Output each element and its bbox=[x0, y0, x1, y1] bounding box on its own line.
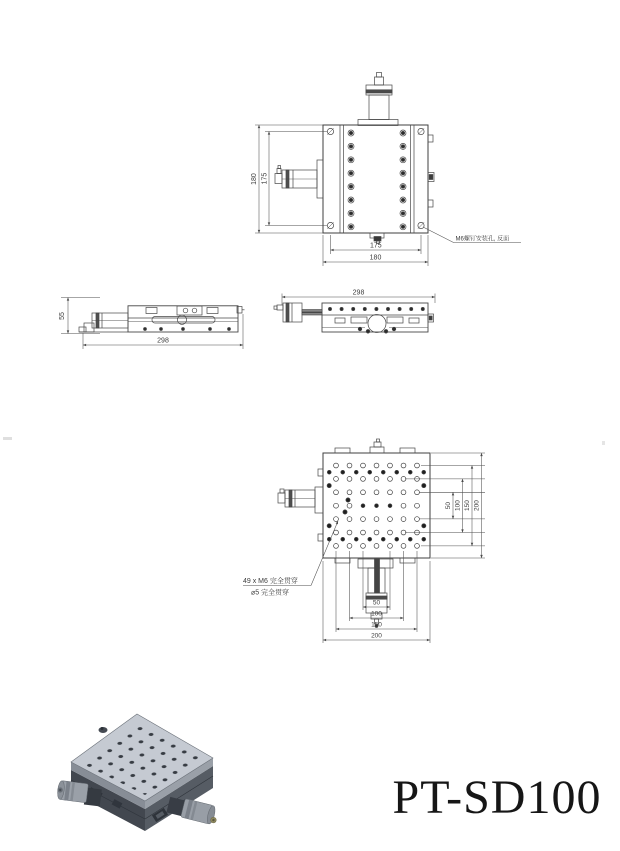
bottom-view-drawing bbox=[235, 435, 495, 670]
dim-label: 200 bbox=[473, 500, 481, 512]
dim-label: 175 bbox=[369, 242, 382, 250]
dim-label: 50 bbox=[372, 599, 381, 607]
side-left-body bbox=[79, 306, 245, 332]
left-edge-artifact bbox=[3, 437, 12, 440]
left-motor bbox=[278, 487, 323, 513]
right-edge-artifact bbox=[602, 441, 605, 445]
screw-dot-row bbox=[328, 307, 424, 310]
dim-label: 100 bbox=[454, 500, 462, 512]
dim-label: 55 bbox=[59, 312, 66, 320]
side-view-right bbox=[263, 283, 448, 348]
right-edge-fittings bbox=[428, 135, 434, 207]
mounting-hole-annotation: M6螺钉安装孔, 反面 bbox=[455, 236, 510, 243]
model-label: PT-SD100 bbox=[392, 771, 602, 824]
dim-label: 150 bbox=[371, 621, 382, 629]
thru-hole-annotation-line1: 49 x M6 完全贯穿 bbox=[243, 578, 298, 585]
dim-label: 175 bbox=[261, 172, 269, 185]
top-motor bbox=[358, 73, 398, 126]
dim-label: 200 bbox=[371, 632, 382, 640]
dim-label: 100 bbox=[371, 610, 382, 618]
dim-label: 298 bbox=[352, 289, 365, 297]
dim-label: 180 bbox=[251, 173, 259, 185]
top-view-body bbox=[275, 73, 434, 244]
top-view-drawing bbox=[240, 65, 530, 270]
dim-label: 50 bbox=[445, 501, 452, 510]
dim-label: 298 bbox=[157, 337, 169, 345]
side-right-body bbox=[274, 303, 434, 333]
left-motor bbox=[275, 160, 323, 198]
bottom-view-body bbox=[278, 439, 430, 628]
thru-hole-annotation-line2: ⌀5 完全贯穿 bbox=[251, 589, 290, 597]
dim-label: 180 bbox=[369, 254, 382, 262]
product-3d-render bbox=[55, 700, 250, 840]
dim-label: 150 bbox=[464, 500, 471, 512]
side-view-left bbox=[28, 283, 263, 353]
